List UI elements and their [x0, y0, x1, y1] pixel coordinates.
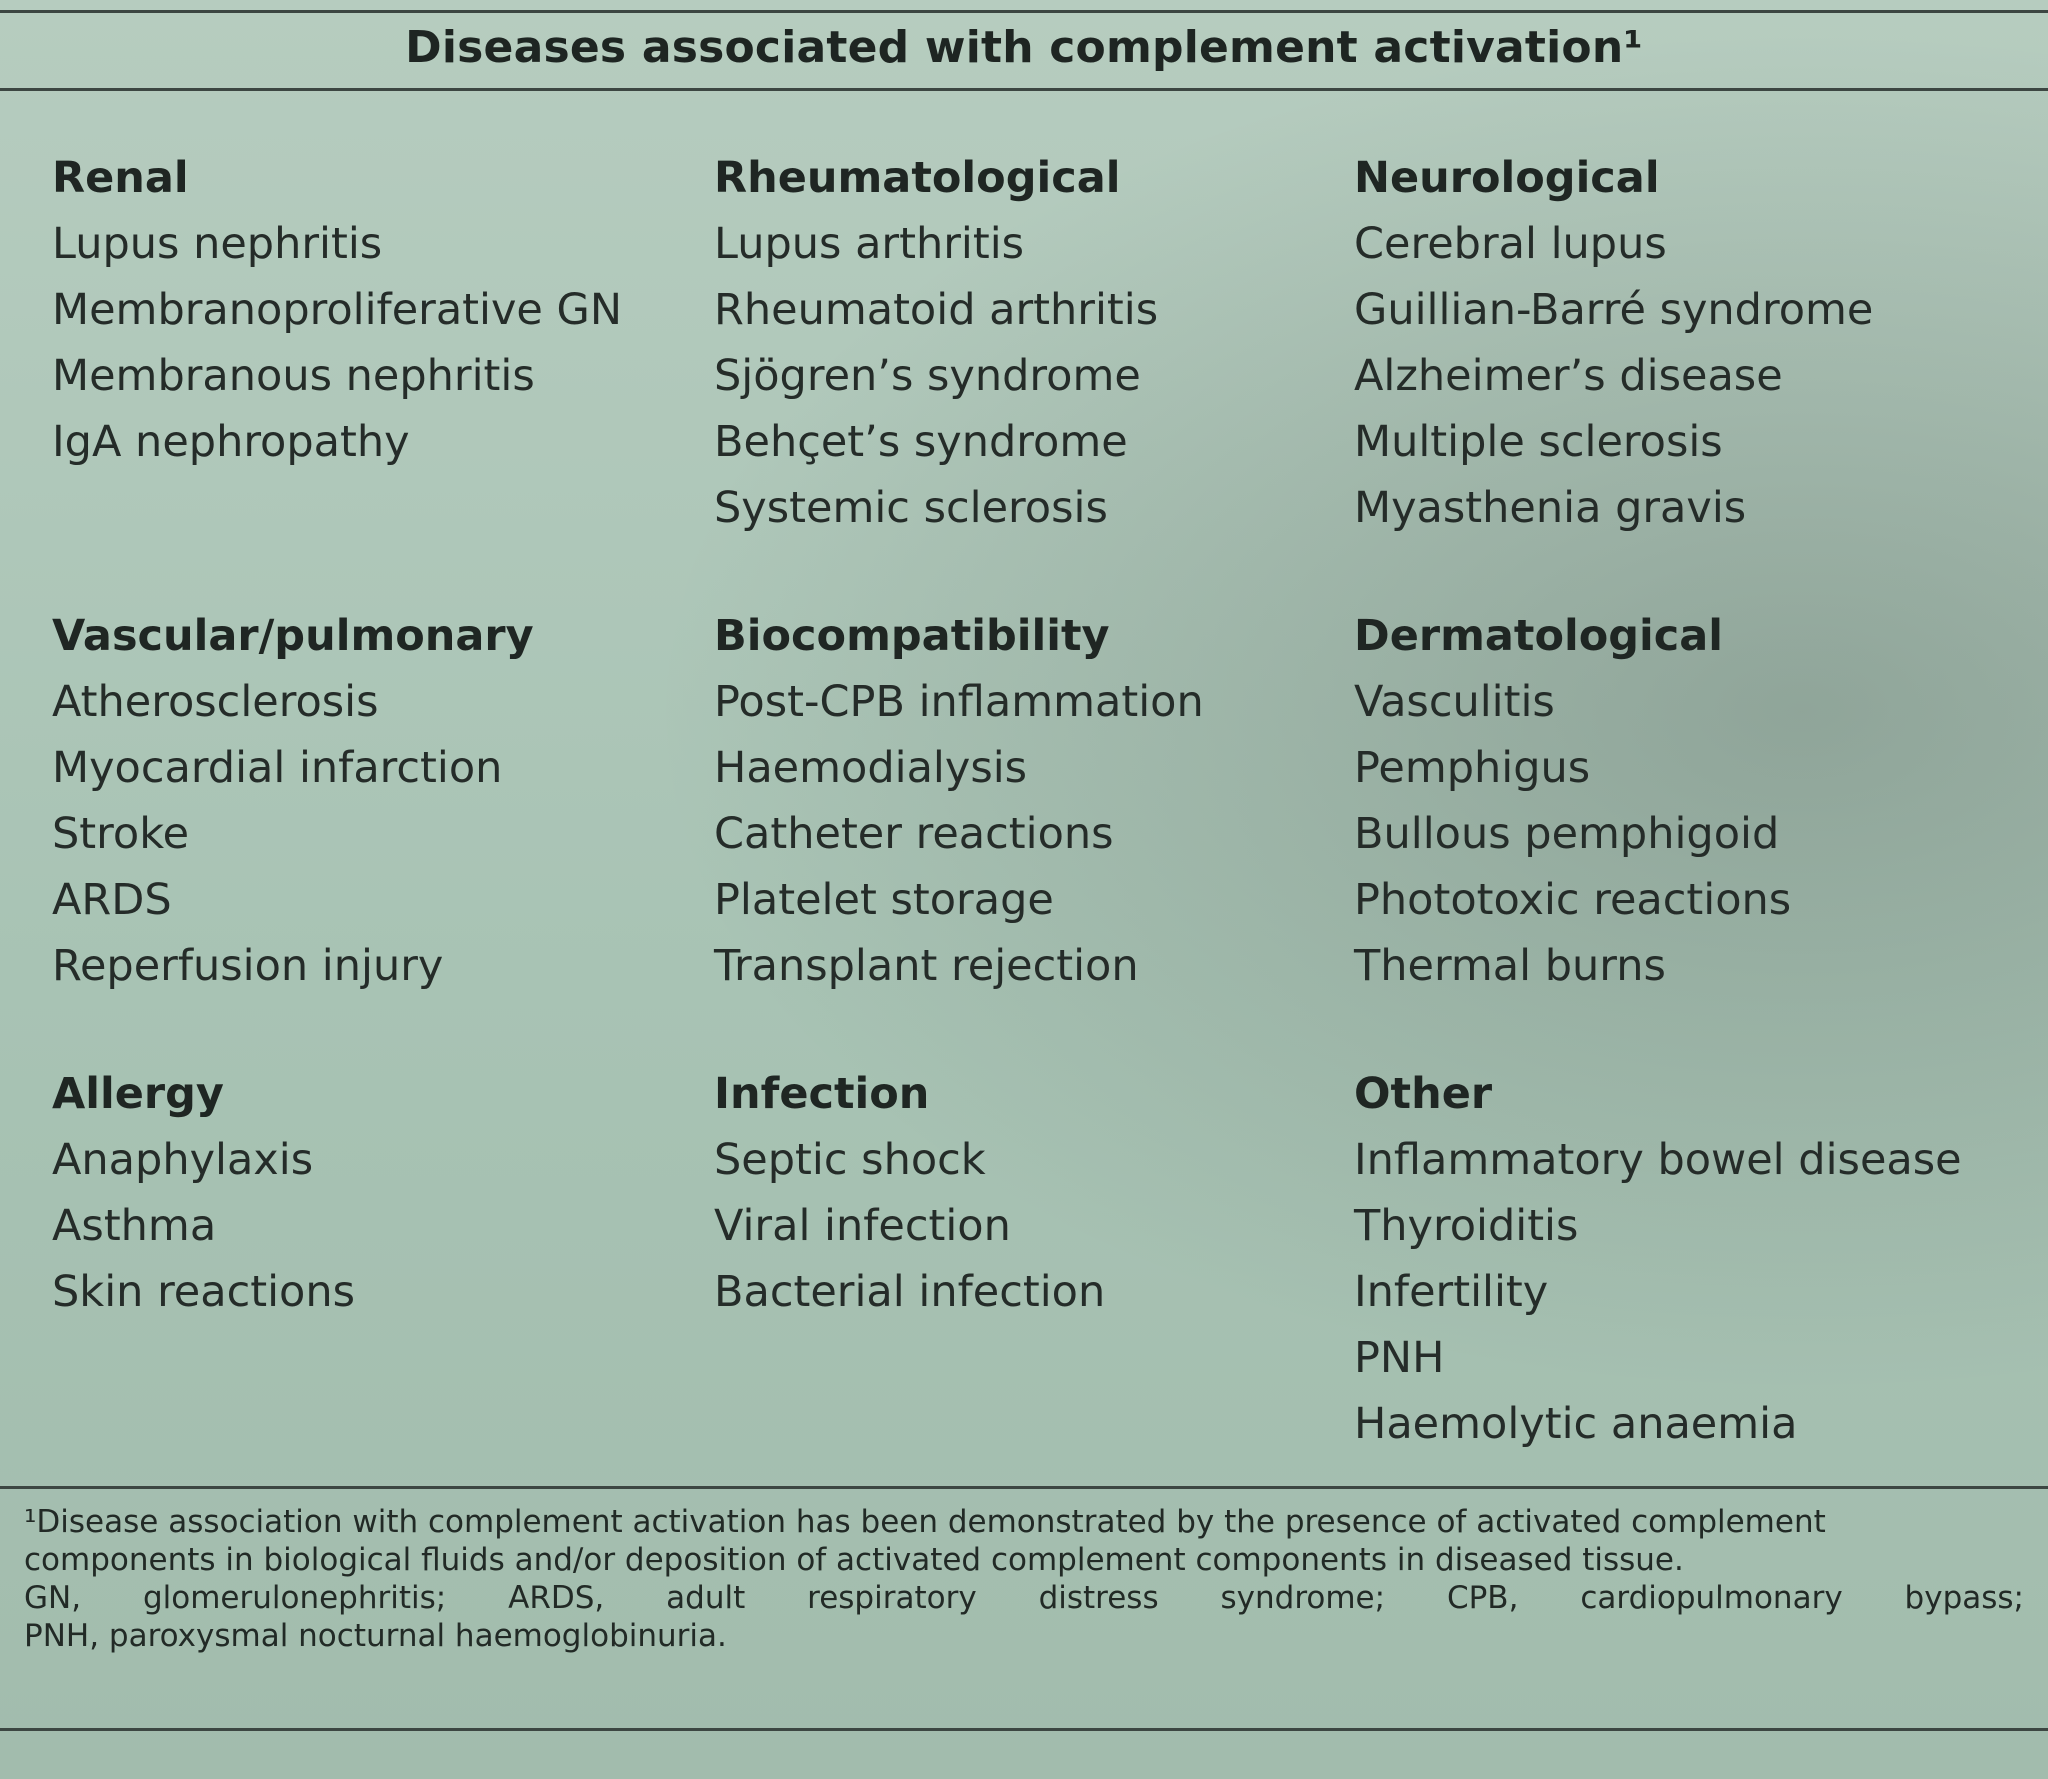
- list-item: Post-CPB inflammation: [714, 677, 1204, 727]
- title-rule: [0, 88, 2048, 91]
- footnote-line: ¹Disease association with complement activation has been demonstrated by the presence of activated complement: [24, 1504, 1826, 1540]
- list-item: Skin reactions: [52, 1267, 356, 1317]
- list-item: Guillian-Barré syndrome: [1354, 285, 1874, 335]
- group-neurological: [1354, 145, 1992, 541]
- list-item: ARDS: [52, 875, 172, 925]
- list-item: Anaphylaxis: [52, 1135, 314, 1185]
- list-item: Pemphigus: [1354, 743, 1591, 793]
- list-item: Thyroiditis: [1354, 1201, 1579, 1251]
- list-item: Septic shock: [714, 1135, 986, 1185]
- group-dermatological: [1354, 603, 1992, 999]
- list-item: Myocardial infarction: [52, 743, 503, 793]
- group-heading: Infection: [714, 1069, 930, 1119]
- footnote-line: PNH, paroxysmal nocturnal haemoglobinuria.: [24, 1618, 727, 1654]
- list-item: Alzheimer’s disease: [1354, 351, 1783, 401]
- list-item: Sjögren’s syndrome: [714, 351, 1141, 401]
- disease-table: [52, 145, 1992, 1457]
- group-rheumatological: [714, 145, 1354, 541]
- list-item: Viral infection: [714, 1201, 1011, 1251]
- list-item: Cerebral lupus: [1354, 219, 1667, 269]
- group-heading: Allergy: [52, 1069, 224, 1119]
- group-biocompatibility: [714, 603, 1354, 999]
- list-item: Thermal burns: [1354, 941, 1666, 991]
- list-item: Haemodialysis: [714, 743, 1028, 793]
- list-item: Membranous nephritis: [52, 351, 535, 401]
- footnote-line: components in biological fluids and/or deposition of activated complement components in diseased tissue.: [24, 1542, 1684, 1578]
- group-heading: Neurological: [1354, 153, 1660, 203]
- group-renal: [52, 145, 714, 541]
- group-other: [1354, 1061, 1992, 1457]
- list-item: Bacterial infection: [714, 1267, 1106, 1317]
- list-item: Infertility: [1354, 1267, 1549, 1317]
- group-heading: Renal: [52, 153, 189, 203]
- top-rule: [0, 10, 2048, 13]
- group-heading: Vascular/pulmonary: [52, 611, 534, 661]
- list-item: Catheter reactions: [714, 809, 1114, 859]
- group-allergy: [52, 1061, 714, 1457]
- list-item: Lupus arthritis: [714, 219, 1025, 269]
- list-item: Inflammatory bowel disease: [1354, 1135, 1962, 1185]
- list-item: Lupus nephritis: [52, 219, 383, 269]
- list-item: Multiple sclerosis: [1354, 417, 1723, 467]
- list-item: Atherosclerosis: [52, 677, 379, 727]
- group-infection: [714, 1061, 1354, 1457]
- group-heading: Other: [1354, 1069, 1493, 1119]
- list-item: Platelet storage: [714, 875, 1054, 925]
- group-vascular-pulmonary: [52, 603, 714, 999]
- list-item: PNH: [1354, 1333, 1445, 1383]
- list-item: Transplant rejection: [714, 941, 1139, 991]
- footnote: [24, 1503, 2024, 1655]
- group-heading: Dermatological: [1354, 611, 1724, 661]
- list-item: Bullous pemphigoid: [1354, 809, 1780, 859]
- list-item: IgA nephropathy: [52, 417, 410, 467]
- list-item: Reperfusion injury: [52, 941, 444, 991]
- table-title: Diseases associated with complement activation¹: [405, 22, 1643, 73]
- list-item: Phototoxic reactions: [1354, 875, 1792, 925]
- list-item: Stroke: [52, 809, 190, 859]
- list-item: Myasthenia gravis: [1354, 483, 1747, 533]
- list-item: Systemic sclerosis: [714, 483, 1108, 533]
- list-item: Vasculitis: [1354, 677, 1555, 727]
- list-item: Haemolytic anaemia: [1354, 1399, 1798, 1449]
- footnote-rule: [0, 1486, 2048, 1489]
- list-item: Rheumatoid arthritis: [714, 285, 1159, 335]
- footnote-line: GN, glomerulonephritis; ARDS, adult respiratory distress syndrome; CPB, cardiopulmonary bypass;: [24, 1580, 2024, 1616]
- list-item: Membranoproliferative GN: [52, 285, 623, 335]
- list-item: Asthma: [52, 1201, 217, 1251]
- group-heading: Biocompatibility: [714, 611, 1110, 661]
- bottom-rule: [0, 1728, 2048, 1731]
- list-item: Behçet’s syndrome: [714, 417, 1128, 467]
- group-heading: Rheumatological: [714, 153, 1121, 203]
